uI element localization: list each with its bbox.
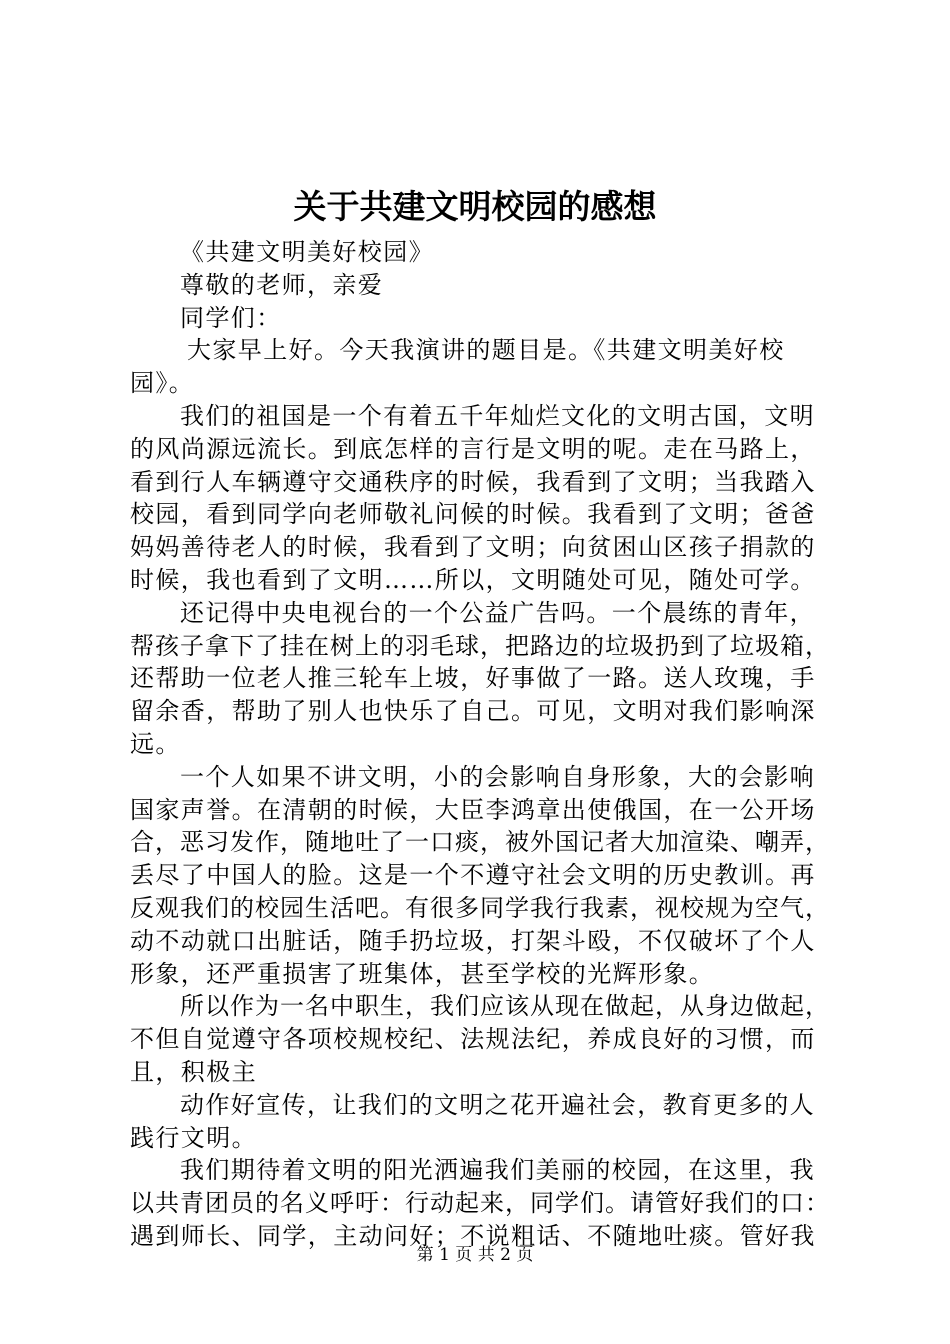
text-line: 且，积极主 bbox=[130, 1057, 257, 1086]
text-line: 还帮助一位老人推三轮车上坡，好事做了一路。送人玫瑰，手 bbox=[130, 664, 816, 693]
text-line: 一个人如果不讲文明，小的会影响自身形象，大的会影响 bbox=[180, 762, 815, 791]
text-line: 国家声誉。在清朝的时候，大臣李鸿章出使俄国，在一公开场 bbox=[130, 795, 816, 824]
text-line: 远。 bbox=[130, 729, 181, 758]
text-line: 时候，我也看到了文明……所以，文明随处可见，随处可学。 bbox=[130, 565, 816, 594]
text-line: 校园，看到同学向老师敬礼问候的时候。我看到了文明；爸爸 bbox=[130, 500, 816, 529]
text-line: 动不动就口出脏话，随手扔垃圾，打架斗殴，不仅破坏了个人 bbox=[130, 926, 816, 955]
text-line: 我们期待着文明的阳光洒遍我们美丽的校园，在这里，我 bbox=[180, 1156, 815, 1185]
text-line: 形象，还严重损害了班集体，甚至学校的光辉形象。 bbox=[130, 959, 715, 988]
text-line: 践行文明。 bbox=[130, 1123, 257, 1152]
text-line: 不但自觉遵守各项校规校纪、法规法纪，养成良好的习惯，而 bbox=[130, 1025, 816, 1054]
page-footer: 第 1 页 共 2 页 bbox=[416, 1245, 534, 1265]
text-line: 尊敬的老师，亲爱 bbox=[180, 270, 384, 299]
text-line: 妈妈善待老人的时候，我看到了文明；向贫困山区孩子捐款的 bbox=[130, 533, 816, 562]
text-line: 大家早上好。今天我演讲的题目是。《共建文明美好校 bbox=[187, 336, 785, 365]
text-line: 《共建文明美好校园》 bbox=[180, 238, 434, 266]
document-title: 关于共建文明校园的感想 bbox=[293, 187, 657, 226]
text-line: 帮孩子拿下了挂在树上的羽毛球，把路边的垃圾扔到了垃圾箱， bbox=[130, 631, 830, 660]
text-line: 看到行人车辆遵守交通秩序的时候，我看到了文明；当我踏入 bbox=[130, 467, 816, 496]
text-line: 所以作为一名中职生，我们应该从现在做起，从身边做起， bbox=[180, 992, 830, 1021]
text-line: 遇到师长、同学，主动问好；不说粗话、不随地吐痰。管好我 bbox=[130, 1221, 816, 1250]
document-body bbox=[130, 236, 830, 1253]
text-line: 园》。 bbox=[130, 369, 195, 398]
text-line: 以共青团员的名义呼吁：行动起来，同学们。请管好我们的口： bbox=[130, 1189, 830, 1218]
text-line: 合，恶习发作，随地吐了一口痰，被外国记者大加渲染、嘲弄， bbox=[130, 828, 830, 857]
text-line: 丢尽了中国人的脸。这是一个不遵守社会文明的历史教训。再 bbox=[130, 861, 816, 890]
text-line: 同学们： bbox=[180, 303, 282, 332]
text-line: 留余香，帮助了别人也快乐了自己。可见，文明对我们影响深 bbox=[130, 697, 816, 726]
text-line: 的风尚源远流长。到底怎样的言行是文明的呢。走在马路上， bbox=[130, 434, 816, 463]
text-line: 反观我们的校园生活吧。有很多同学我行我素，视校规为空气， bbox=[130, 893, 830, 922]
text-line: 我们的祖国是一个有着五千年灿烂文化的文明古国，文明 bbox=[180, 401, 815, 430]
text-line: 动作好宣传，让我们的文明之花开遍社会，教育更多的人 bbox=[180, 1090, 815, 1119]
text-line: 还记得中央电视台的一个公益广告吗。一个晨练的青年， bbox=[180, 598, 815, 627]
